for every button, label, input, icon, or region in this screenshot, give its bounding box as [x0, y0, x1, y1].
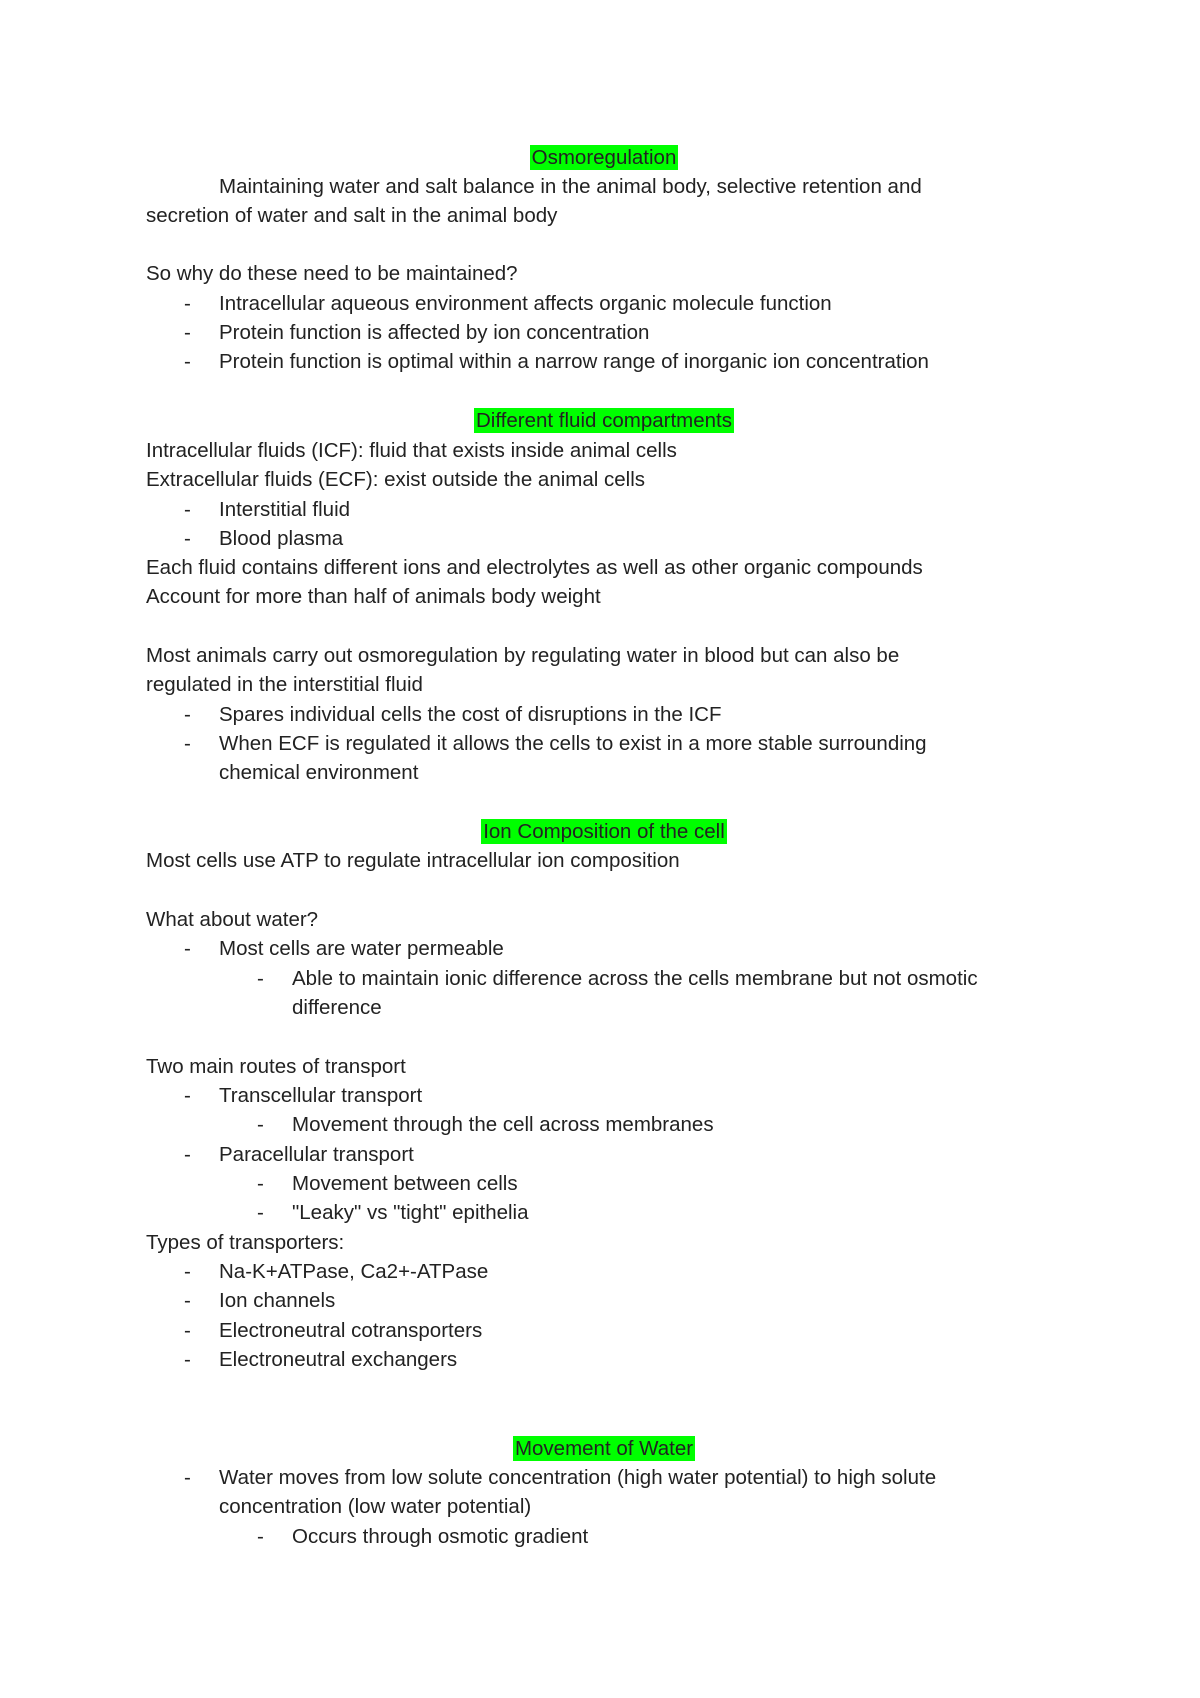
sub-bullet-dash: - [257, 967, 264, 990]
paragraph-line: Types of transporters: [146, 1231, 345, 1254]
bullet-dash: - [184, 527, 191, 550]
bullet-dash: - [184, 350, 191, 373]
bullet-item: Ion channels [219, 1289, 336, 1312]
bullet-dash: - [184, 1466, 191, 1489]
paragraph-line: Most cells use ATP to regulate intracellular ion composition [146, 849, 680, 872]
paragraph-line: Each fluid contains different ions and electrolytes as well as other organic compounds [146, 556, 923, 579]
bullet-item: Transcellular transport [219, 1084, 423, 1107]
paragraph-line: regulated in the interstitial fluid [146, 673, 423, 696]
bullet-item-continuation: concentration (low water potential) [219, 1495, 532, 1518]
bullet-item: Paracellular transport [219, 1143, 414, 1166]
bullet-dash: - [184, 321, 191, 344]
sub-bullet-dash: - [257, 1525, 264, 1548]
sub-bullet-item: Able to maintain ionic difference across the cells membrane but not osmotic [292, 967, 978, 990]
bullet-item: Interstitial fluid [219, 498, 351, 521]
bullet-dash: - [184, 1319, 191, 1342]
sub-bullet-dash: - [257, 1172, 264, 1195]
bullet-item: Protein function is optimal within a narrow range of inorganic ion concentration [219, 350, 929, 373]
sub-bullet-dash: - [257, 1113, 264, 1136]
bullet-item: Water moves from low solute concentration (high water potential) to high solute [219, 1466, 937, 1489]
paragraph-line: Two main routes of transport [146, 1055, 406, 1078]
bullet-dash: - [184, 292, 191, 315]
bullet-dash: - [184, 1084, 191, 1107]
bullet-dash: - [184, 498, 191, 521]
bullet-dash: - [184, 1260, 191, 1283]
bullet-dash: - [184, 1289, 191, 1312]
bullet-item-continuation: chemical environment [219, 761, 419, 784]
heading-movement-of-water [0, 1437, 1200, 1461]
bullet-item: Blood plasma [219, 527, 344, 550]
sub-bullet-item: "Leaky" vs "tight" epithelia [292, 1201, 529, 1224]
paragraph-line: Maintaining water and salt balance in the animal body, selective retention and [219, 175, 922, 198]
sub-bullet-continuation: difference [292, 996, 382, 1019]
heading-osmoregulation [0, 146, 1200, 170]
bullet-item: Spares individual cells the cost of disruptions in the ICF [219, 703, 722, 726]
paragraph-line: Intracellular fluids (ICF): fluid that exists inside animal cells [146, 439, 677, 462]
heading-text: Different fluid compartments [476, 409, 732, 432]
sub-bullet-item: Movement between cells [292, 1172, 518, 1195]
bullet-item: When ECF is regulated it allows the cells to exist in a more stable surrounding [219, 732, 927, 755]
heading-text: Movement of Water [514, 1437, 694, 1460]
bullet-dash: - [184, 937, 191, 960]
bullet-item: Electroneutral cotransporters [219, 1319, 483, 1342]
bullet-dash: - [184, 703, 191, 726]
bullet-dash: - [184, 1348, 191, 1371]
question-text: So why do these need to be maintained? [146, 262, 518, 285]
sub-bullet-dash: - [257, 1201, 264, 1224]
heading-ion-composition [0, 820, 1200, 844]
bullet-item: Protein function is affected by ion concentration [219, 321, 650, 344]
bullet-item: Most cells are water permeable [219, 937, 504, 960]
paragraph-line: Most animals carry out osmoregulation by regulating water in blood but can also be [146, 644, 900, 667]
paragraph-line: Account for more than half of animals body weight [146, 585, 601, 608]
bullet-item: Na-K+ATPase, Ca2+-ATPase [219, 1260, 489, 1283]
bullet-dash: - [184, 1143, 191, 1166]
paragraph-line: secretion of water and salt in the animal body [146, 204, 558, 227]
heading-text: Osmoregulation [531, 146, 677, 169]
paragraph-line: Extracellular fluids (ECF): exist outside the animal cells [146, 468, 646, 491]
sub-bullet-item: Occurs through osmotic gradient [292, 1525, 589, 1548]
bullet-item: Electroneutral exchangers [219, 1348, 458, 1371]
bullet-dash: - [184, 732, 191, 755]
question-text: What about water? [146, 908, 319, 931]
heading-text: Ion Composition of the cell [483, 820, 725, 843]
heading-fluid-compartments [0, 409, 1200, 433]
sub-bullet-item: Movement through the cell across membranes [292, 1113, 714, 1136]
bullet-item: Intracellular aqueous environment affects organic molecule function [219, 292, 832, 315]
